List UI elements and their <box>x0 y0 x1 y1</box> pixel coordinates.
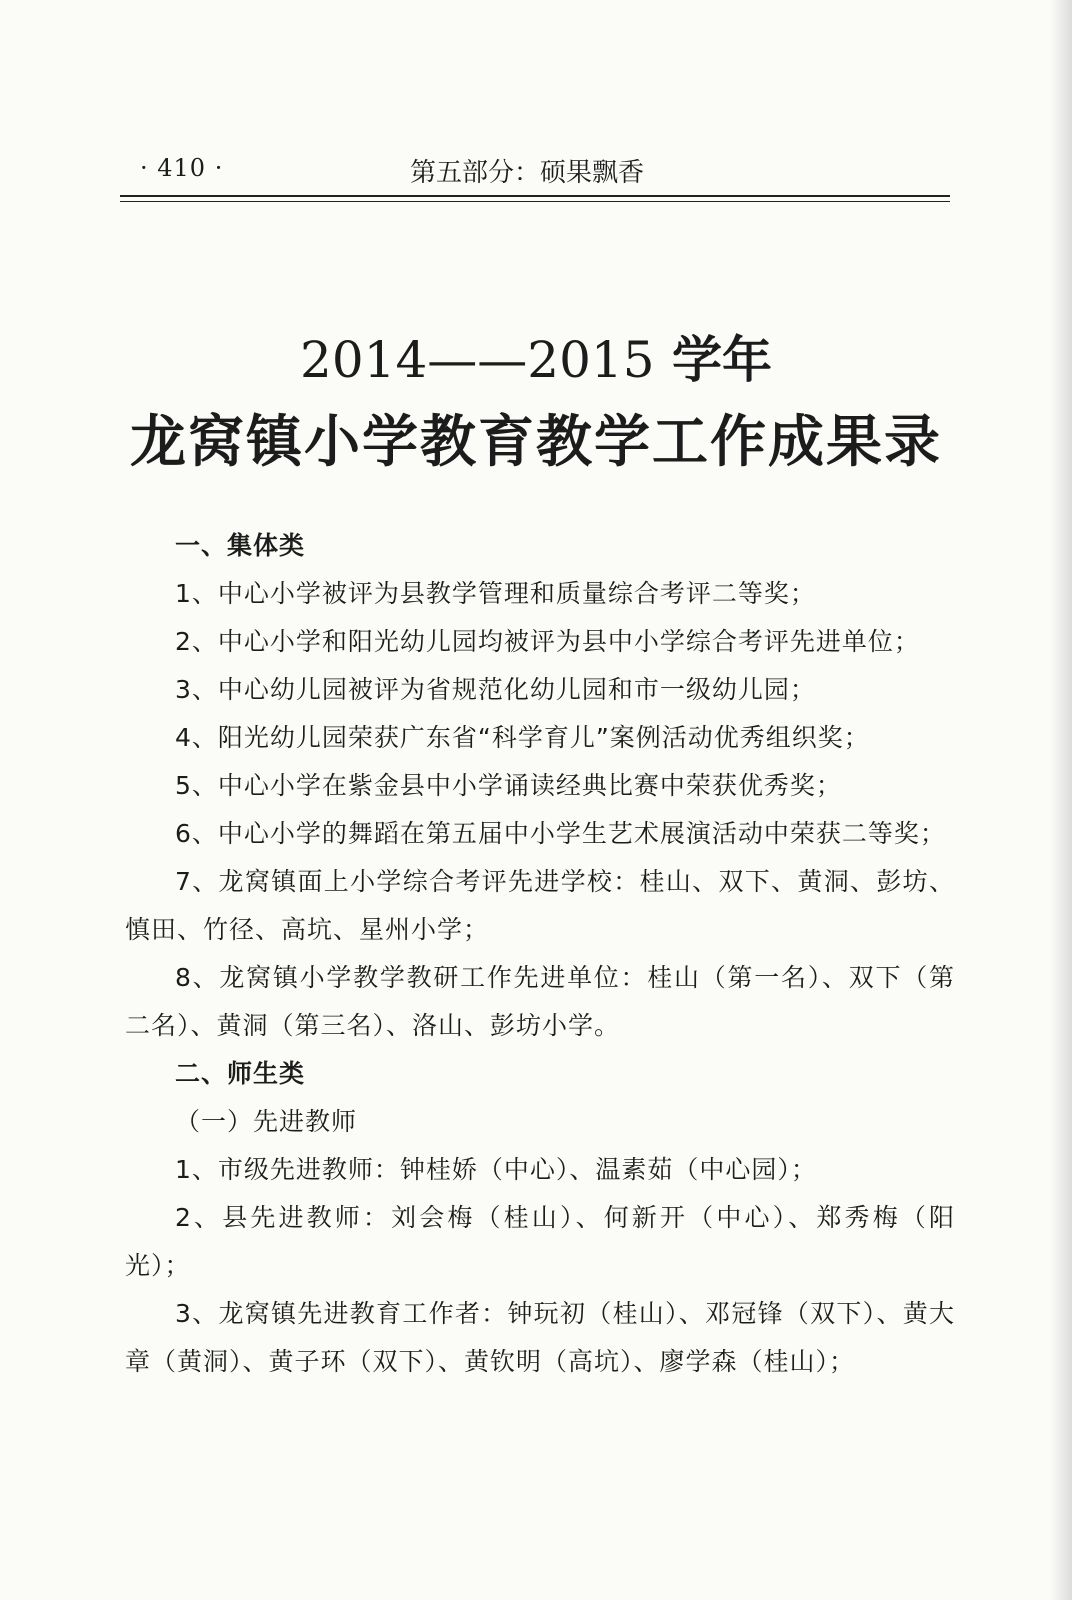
title-line-2: 龙窝镇小学教育教学工作成果录 <box>130 410 942 475</box>
subsection-heading: （一）先进教师 <box>175 1107 358 1136</box>
body-text <box>125 522 955 1386</box>
list-item: 3、中心幼儿园被评为省规范化幼儿园和市一级幼儿园； <box>175 675 816 704</box>
section-heading: 二、师生类 <box>175 1059 306 1088</box>
running-header <box>120 150 950 190</box>
list-item: 1、市级先进教师：钟桂娇（中心）、温素茹（中心园）； <box>175 1155 817 1184</box>
page-number: · 410 · <box>140 154 224 182</box>
section-name: 第五部分：硕果飘香 <box>410 158 645 188</box>
list-item: 1、中心小学被评为县教学管理和质量综合考评二等奖； <box>175 579 816 608</box>
list-item: 8、龙窝镇小学教学教研工作先进单位：桂山（第一名）、双下（第二名）、黄洞（第三名）、洛山、彭坊小学。 <box>125 963 955 1040</box>
list-item: 7、龙窝镇面上小学综合考评先进学校：桂山、双下、黄洞、彭坊、慎田、竹径、高坑、星州小学； <box>125 867 955 944</box>
header-rule-thick <box>120 195 950 197</box>
title-suffix: 学年 <box>654 331 772 389</box>
list-item: 2、中心小学和阳光幼儿园均被评为县中小学综合考评先进单位； <box>175 627 920 656</box>
title-line-1 <box>0 320 1072 392</box>
title-years: 2014——2015 <box>300 331 655 389</box>
page-edge-shadow <box>1050 0 1072 1600</box>
list-item: 5、中心小学在紫金县中小学诵读经典比赛中荣获优秀奖； <box>175 771 842 800</box>
list-item: 2、县先进教师：刘会梅（桂山）、何新开（中心）、郑秀梅（阳光）； <box>125 1203 955 1280</box>
list-item: 6、中心小学的舞蹈在第五届中小学生艺术展演活动中荣获二等奖； <box>175 819 946 848</box>
header-rule-thin <box>120 201 950 202</box>
section-heading: 一、集体类 <box>175 531 306 560</box>
list-item: 3、龙窝镇先进教育工作者：钟玩初（桂山）、邓冠锋（双下）、黄大章（黄洞）、黄子环（双下）、黄钦明（高坑）、廖学森（桂山）； <box>125 1299 955 1376</box>
list-item: 4、阳光幼儿园荣获广东省“科学育儿”案例活动优秀组织奖； <box>175 723 870 752</box>
